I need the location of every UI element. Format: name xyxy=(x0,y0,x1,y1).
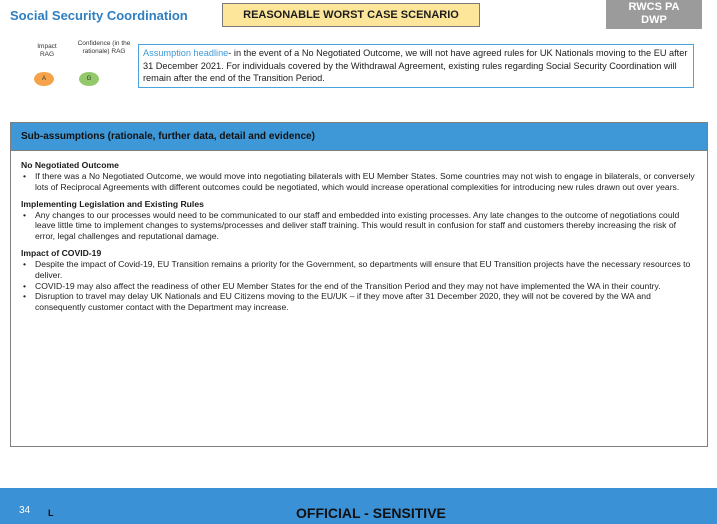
footer-bar xyxy=(0,488,717,524)
impact-rag-indicator: A xyxy=(34,72,54,86)
bullet-item: • Disruption to travel may delay UK Nationals and EU Citizens moving to the EU/UK – if they move after 31 December 2020, they will not be covered by the WA and consequently customer contact with the Department may increase. xyxy=(21,291,697,313)
section-heading: Impact of COVID-19 xyxy=(21,247,102,258)
scenario-banner: REASONABLE WORST CASE SCENARIO xyxy=(222,3,480,27)
tag-line-2: DWP xyxy=(641,14,667,26)
section-heading: No Negotiated Outcome xyxy=(21,160,119,170)
headline-label: Assumption headline xyxy=(143,48,229,58)
headline-text: - in the event of a No Negotiated Outcome, we will not have agreed rules for UK Nationals moving to the EU after 31 December 2021. For individuals covered by the Withdrawal Agreement, existing rules regarding Social Security Coordination will remain after the end of the Transition Period. xyxy=(143,48,688,84)
section-heading: Implementing Legislation and Existing Rules xyxy=(21,198,204,209)
bullet-list xyxy=(21,171,697,193)
sub-assumptions-body xyxy=(11,151,707,313)
bullet-list xyxy=(21,259,697,313)
confidence-rag-indicator: G xyxy=(79,72,99,86)
tag-line-1: RWCS PA xyxy=(628,1,680,13)
confidence-rag-label: Confidence (in the rationale) RAG xyxy=(77,40,131,55)
bullet-item: • If there was a No Negotiated Outcome, we would move into negotiating bilaterals with EU Member States. Some countries may not wish to engage in bilaterals, or conversely lots of Reciprocal Agreements with different outcomes could be negotiated, which would increase operational complexities for introducing new rules drawn out over years. xyxy=(21,171,697,193)
bullet-item: • COVID-19 may also affect the readiness of other EU Member States for the end of the Transition Period and they may not have implemented the WA in their country. xyxy=(21,281,697,292)
bullet-item: • Despite the impact of Covid-19, EU Transition remains a priority for the Government, so departments will ensure that EU Transition projects have the necessary resources to deliver. xyxy=(21,259,697,281)
sub-assumptions-panel xyxy=(10,122,708,447)
classification-label: OFFICIAL - SENSITIVE xyxy=(296,505,446,521)
page-number: 34 xyxy=(19,505,31,516)
impact-rag-label: Impact RAG xyxy=(37,43,57,58)
footer-letter: L xyxy=(48,508,54,518)
slide-title: Social Security Coordination xyxy=(10,8,188,23)
assumption-headline xyxy=(138,44,694,88)
rwcs-tag xyxy=(606,0,702,29)
sub-assumptions-heading: Sub-assumptions (rationale, further data, detail and evidence) xyxy=(11,123,707,151)
bullet-list xyxy=(21,210,697,242)
bullet-item: • Any changes to our processes would need to be communicated to our staff and embedded into existing processes. Any late changes to the outcome of negotiations could leave little time to implement changes to systems/processes and deliver staff training. This would result in confusion for staff and customers thereby increasing the risk of error, legal challenges and reputational damage. xyxy=(21,210,697,242)
